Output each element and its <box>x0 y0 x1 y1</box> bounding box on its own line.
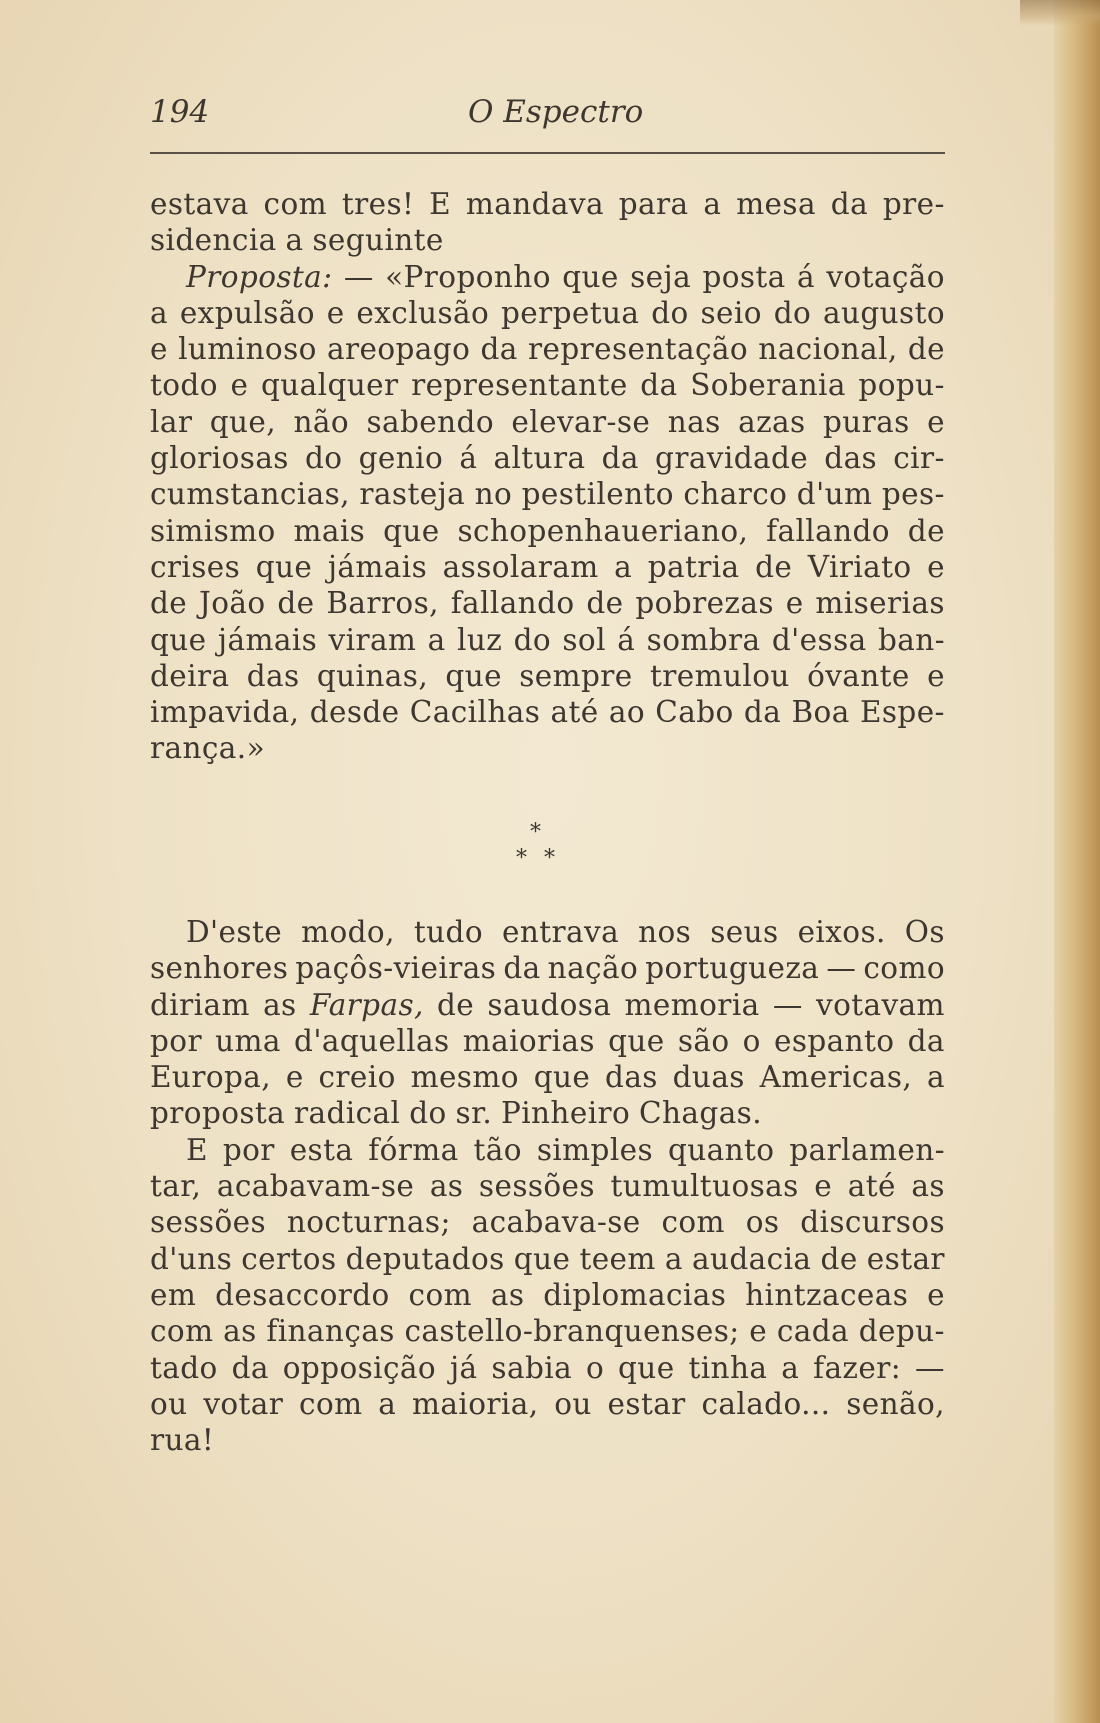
word: da <box>503 951 541 986</box>
word: quanto <box>667 1132 775 1167</box>
word: viram <box>328 622 417 657</box>
word: nacional, <box>758 332 898 367</box>
word: seja <box>630 259 692 294</box>
text-line <box>150 1168 945 1204</box>
word: Proposta: <box>186 259 333 294</box>
word: até <box>550 695 599 730</box>
word: pre- <box>882 187 945 221</box>
word: as <box>490 1277 525 1312</box>
word: mesa <box>736 187 816 221</box>
word: desde <box>309 695 400 730</box>
word: estava <box>150 187 249 221</box>
word: e <box>927 549 945 584</box>
word: e <box>927 1277 945 1312</box>
text-line <box>150 259 945 295</box>
word: sessões <box>150 1205 267 1240</box>
word: entrava <box>502 915 620 949</box>
word: gravidade <box>655 441 809 476</box>
word: os <box>745 1205 780 1240</box>
word: que <box>533 1060 591 1095</box>
word: do <box>305 441 343 476</box>
word: portugueza <box>645 951 820 986</box>
text-line <box>150 1204 945 1240</box>
word: seus <box>710 915 779 949</box>
word: sombra <box>646 622 761 657</box>
text-line <box>150 950 945 986</box>
word: sabia <box>491 1350 573 1385</box>
text-line <box>150 186 945 222</box>
word: — <box>772 987 803 1022</box>
word: Farpas, <box>309 987 424 1022</box>
word: teem <box>579 1241 656 1276</box>
text-line <box>150 730 945 766</box>
word: genio <box>358 441 444 476</box>
word: de <box>755 549 793 584</box>
word: por <box>222 1132 275 1167</box>
word: seio <box>700 295 762 330</box>
word: nas <box>667 404 721 439</box>
word: fallando <box>766 513 890 548</box>
word: as <box>429 1169 464 1204</box>
word: da <box>907 1023 945 1058</box>
word: d'uns <box>150 1241 233 1276</box>
word: para <box>618 187 689 221</box>
word: eixos. <box>797 915 886 949</box>
word: e <box>150 332 168 367</box>
word: que <box>562 259 619 294</box>
word: que <box>513 1241 571 1276</box>
word: pes- <box>881 477 945 512</box>
word: — <box>826 951 857 986</box>
word: Os <box>904 915 945 949</box>
running-title: O Espectro <box>468 94 644 130</box>
word: cumstancias, <box>150 477 350 512</box>
word: creio <box>318 1060 396 1095</box>
word: com <box>661 1205 725 1240</box>
word: votação <box>826 259 945 294</box>
word: da <box>743 695 782 730</box>
text-line <box>150 987 945 1023</box>
word: Chagas. <box>639 1096 762 1131</box>
word: parlamen- <box>789 1132 945 1167</box>
word: de <box>820 1241 858 1276</box>
word: quinas, <box>316 658 429 693</box>
text-line <box>150 1422 945 1458</box>
word: sidencia <box>150 223 277 258</box>
page-corner-fold <box>1020 0 1100 26</box>
word: em <box>150 1277 197 1312</box>
word: estar <box>607 1386 686 1421</box>
word: depu- <box>858 1314 945 1349</box>
word: a <box>427 622 446 657</box>
word: Espe- <box>859 695 945 730</box>
word: Viriato <box>807 549 912 584</box>
word: maiorias <box>462 1023 595 1058</box>
word: a <box>926 1060 945 1095</box>
word: da <box>480 332 518 367</box>
word: Cabo <box>655 695 734 730</box>
word: simples <box>536 1132 654 1167</box>
word: á <box>797 259 816 294</box>
word: crises <box>150 549 241 584</box>
word: rua! <box>150 1423 215 1458</box>
word: miserias <box>815 586 945 621</box>
word: mesmo <box>410 1060 519 1095</box>
text-line <box>150 1095 945 1131</box>
word: do <box>409 1096 447 1131</box>
text-line <box>150 1386 945 1422</box>
word: impavida, <box>150 695 300 730</box>
text-line <box>150 622 945 658</box>
word: das <box>246 658 300 693</box>
word: da <box>231 1350 269 1385</box>
word: e <box>785 586 804 621</box>
word: D'este <box>186 915 283 949</box>
word: tudo <box>413 915 483 949</box>
word: e <box>927 404 945 439</box>
asterism-star: * <box>516 846 527 871</box>
word: no <box>474 477 513 512</box>
word: das <box>605 1060 658 1095</box>
text-line <box>150 295 945 331</box>
word: areopago <box>327 332 471 367</box>
word: proposta <box>150 1096 286 1131</box>
text-line <box>150 658 945 694</box>
word: votar <box>203 1386 284 1421</box>
word: tumultuosas <box>610 1169 799 1204</box>
word: ou <box>150 1386 188 1421</box>
word: da <box>640 368 678 403</box>
word: posta <box>702 259 786 294</box>
word: a <box>664 1241 683 1276</box>
word: lar <box>150 404 193 439</box>
word: a <box>378 1386 397 1421</box>
word: óvante <box>807 658 910 693</box>
word: representante <box>411 368 628 403</box>
word: simismo <box>150 513 276 548</box>
paragraph-block-narrative <box>150 914 945 1458</box>
word: ou <box>554 1386 592 1421</box>
word: do <box>513 622 552 657</box>
word: das <box>824 441 878 476</box>
word: João <box>198 586 266 621</box>
word: a <box>614 549 633 584</box>
word: diriam <box>150 987 250 1022</box>
word: castello-branquenses; <box>404 1314 740 1349</box>
word: com <box>408 1277 473 1312</box>
text-line <box>150 549 945 585</box>
word: elevar-se <box>511 404 651 439</box>
word: tão <box>473 1132 522 1167</box>
word: cada <box>776 1314 850 1349</box>
word: uma <box>215 1023 281 1058</box>
word: sr. <box>455 1096 493 1131</box>
word: mais <box>293 513 366 548</box>
word: representação <box>527 332 749 367</box>
word: deputados <box>345 1241 505 1276</box>
word: á <box>459 441 478 476</box>
word: radical <box>294 1096 401 1131</box>
word: a <box>703 187 722 221</box>
word: que <box>255 549 313 584</box>
word: nação <box>547 951 639 986</box>
word: a <box>285 223 304 258</box>
text-line <box>150 585 945 621</box>
word: E <box>429 187 452 221</box>
word: de <box>907 332 945 367</box>
word: duas <box>672 1060 745 1095</box>
word: sol <box>562 622 606 657</box>
word: popu- <box>858 368 945 403</box>
word: hintzaceas <box>745 1277 909 1312</box>
word: calado... <box>701 1386 831 1421</box>
text-line <box>150 1132 945 1168</box>
asterism-star: * <box>530 820 541 845</box>
word: augusto <box>822 295 945 330</box>
word: — <box>914 1350 945 1385</box>
word: ban- <box>877 622 945 657</box>
word: nos <box>638 915 692 949</box>
word: de <box>437 987 475 1022</box>
word: Soberania <box>690 368 846 403</box>
word: fórma <box>368 1132 459 1167</box>
word: jámais <box>327 549 428 584</box>
word: estar <box>866 1241 945 1276</box>
word: Barros, <box>326 586 439 621</box>
word: discursos <box>800 1205 945 1240</box>
word: Europa, <box>150 1060 272 1095</box>
word: expulsão <box>179 295 315 330</box>
word: tremulou <box>649 658 790 693</box>
word: do <box>651 295 689 330</box>
word: já <box>449 1350 478 1385</box>
word: e <box>749 1314 768 1349</box>
word: que <box>150 622 207 657</box>
text-line <box>150 513 945 549</box>
word: sabendo <box>366 404 494 439</box>
word: e <box>814 1169 833 1204</box>
word: como <box>863 951 945 986</box>
word: tar, <box>150 1169 202 1204</box>
word: deira <box>150 658 230 693</box>
word: de <box>907 513 945 548</box>
word: á <box>617 622 636 657</box>
word: assolaram <box>442 549 599 584</box>
word: tinha <box>688 1350 768 1385</box>
word: rasteja <box>359 477 466 512</box>
word: d'essa <box>771 622 867 657</box>
asterism-section-break <box>500 820 580 876</box>
word: com <box>150 1314 214 1349</box>
text-line <box>150 404 945 440</box>
word: mandava <box>465 187 604 221</box>
word: audacia <box>692 1241 812 1276</box>
text-line <box>150 367 945 403</box>
word: jámais <box>217 622 318 657</box>
word: luminoso <box>178 332 317 367</box>
header-rule <box>150 152 945 154</box>
word: espanto <box>773 1023 895 1058</box>
word: as <box>263 987 297 1022</box>
word: do <box>773 295 812 330</box>
word: «Proponho <box>385 259 551 294</box>
word: que <box>383 513 440 548</box>
word: perpetua <box>500 295 640 330</box>
word: azas <box>738 404 806 439</box>
word: são <box>677 1023 730 1058</box>
word: por <box>150 1023 202 1058</box>
word: e <box>326 295 345 330</box>
word: que <box>608 1023 665 1058</box>
word: Pinheiro <box>500 1096 631 1131</box>
word: até <box>847 1169 896 1204</box>
text-line <box>150 440 945 476</box>
word: — <box>343 259 374 294</box>
word: rança.» <box>150 731 266 766</box>
page-edge-shading <box>1054 0 1100 1723</box>
word: tado <box>150 1350 218 1385</box>
word: as <box>911 1169 945 1204</box>
text-line <box>150 694 945 730</box>
word: não <box>293 404 350 439</box>
text-line <box>150 1023 945 1059</box>
word: exclusão <box>356 295 490 330</box>
word: desaccordo <box>215 1277 390 1312</box>
word: e <box>285 1060 304 1095</box>
word: com <box>263 187 327 221</box>
word: que <box>445 658 502 693</box>
text-line <box>150 914 945 950</box>
word: finanças <box>266 1314 395 1349</box>
word: senão, <box>846 1386 945 1421</box>
page-number: 194 <box>150 94 210 130</box>
word: da <box>830 187 869 221</box>
word: schopenhaueriano, <box>457 513 749 548</box>
word: que <box>618 1350 675 1385</box>
text-line <box>150 222 945 258</box>
word: sempre <box>519 658 633 693</box>
word: modo, <box>301 915 395 949</box>
word: que, <box>209 404 277 439</box>
word: fazer: <box>813 1350 902 1385</box>
word: patria <box>647 549 740 584</box>
text-line <box>150 1059 945 1095</box>
word: e <box>230 368 249 403</box>
word: d'um <box>796 477 873 512</box>
word: nocturnas; <box>286 1205 451 1240</box>
word: luz <box>457 622 503 657</box>
word: cir- <box>893 441 945 476</box>
word: o <box>585 1350 605 1385</box>
word: puras <box>822 404 910 439</box>
word: E <box>186 1132 208 1167</box>
word: altura <box>493 441 586 476</box>
text-line <box>150 331 945 367</box>
word: votavam <box>816 987 945 1022</box>
text-line <box>150 1350 945 1386</box>
word: charco <box>683 477 788 512</box>
word: paçôs-vieiras <box>295 951 497 986</box>
word: o <box>742 1023 761 1058</box>
paragraph-block-proposal <box>150 186 945 767</box>
word: da <box>601 441 639 476</box>
word: Boa <box>791 695 850 730</box>
word: diplomacias <box>543 1277 727 1312</box>
word: memoria <box>624 987 760 1022</box>
text-line <box>150 1313 945 1349</box>
word: gloriosas <box>150 441 289 476</box>
word: de <box>277 586 315 621</box>
word: esta <box>289 1132 354 1167</box>
word: todo <box>150 368 218 403</box>
word: saudosa <box>487 987 612 1022</box>
word: as <box>223 1314 257 1349</box>
word: fallando <box>450 586 575 621</box>
text-line <box>150 1277 945 1313</box>
word: seguinte <box>312 223 444 258</box>
word: Cacilhas <box>409 695 541 730</box>
text-line <box>150 476 945 512</box>
word: e <box>927 658 945 693</box>
word: a <box>781 1350 800 1385</box>
word: pobrezas <box>635 586 774 621</box>
word: tres! <box>341 187 415 221</box>
word: de <box>150 586 188 621</box>
word: acabava-se <box>471 1205 641 1240</box>
word: pestilento <box>521 477 674 512</box>
word: senhores <box>150 951 289 986</box>
text-line <box>150 1241 945 1277</box>
word: sessões <box>478 1169 595 1204</box>
word: de <box>586 586 624 621</box>
word: opposição <box>282 1350 437 1385</box>
word: d'aquellas <box>294 1023 450 1058</box>
word: Americas, <box>759 1060 913 1095</box>
asterism-star: * <box>544 846 555 871</box>
word: maioria, <box>412 1386 539 1421</box>
word: qualquer <box>260 368 399 403</box>
word: certos <box>241 1241 337 1276</box>
word: a <box>150 295 168 330</box>
running-header <box>150 94 945 140</box>
word: ao <box>608 695 646 730</box>
word: com <box>299 1386 363 1421</box>
word: acabavam-se <box>216 1169 415 1204</box>
